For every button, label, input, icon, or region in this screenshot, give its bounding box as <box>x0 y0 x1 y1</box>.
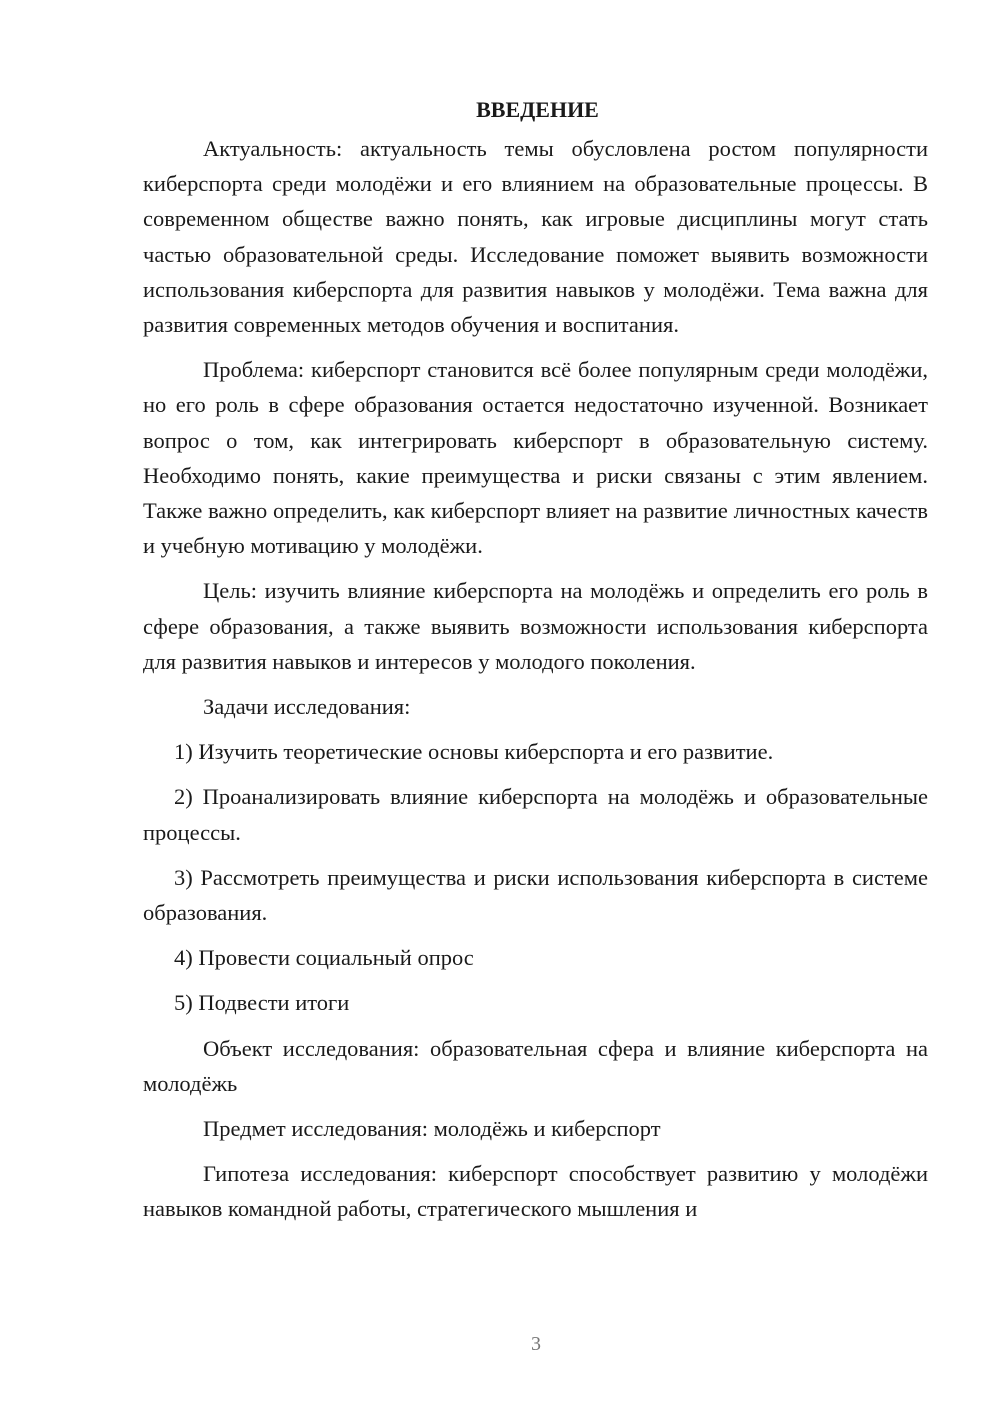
task-item: 5) Подвести итоги <box>174 990 350 1016</box>
tasks-title: Задачи исследования: <box>203 694 411 720</box>
task-item: 4) Провести социальный опрос <box>174 945 474 971</box>
object-paragraph: Объект исследования: образовательная сфера и влияние киберспорта на молодёжь <box>143 1035 928 1096</box>
hypothesis-paragraph: Гипотеза исследования: киберспорт способствует развитию у молодёжи навыков командной работы, стратегического мышления и <box>143 1161 928 1222</box>
problem-paragraph: Проблема: киберспорт становится всё более популярным среди молодёжи, но его роль в сфере образования остается недостаточно изученной. Возникает вопрос о том, как интегрировать киберспорт в образовательную систему. Необходимо понять, какие преимущества и риски связаны с этим явлением. Также важно определить, как киберспорт влияет на развитие личностных качеств и учебную мотивацию у молодёжи. <box>143 357 928 559</box>
task-item: 1) Изучить теоретические основы киберспорта и его развитие. <box>174 739 774 765</box>
relevance-paragraph: Актуальность: актуальность темы обусловлена ростом популярности киберспорта среди молодёжи и его влиянием на образовательные процессы. В современном обществе важно понять, как игровые дисциплины могут стать частью образовательной среды. Исследование поможет выявить возможности использования киберспорта для развития навыков у молодёжи. Тема важна для развития современных методов обучения и воспитания. <box>143 136 928 338</box>
page-number: 3 <box>531 1333 541 1355</box>
page-content <box>143 92 928 1237</box>
goal-paragraph: Цель: изучить влияние киберспорта на молодёжь и определить его роль в сфере образования, а также выявить возможности использования киберспорта для развития навыков и интересов у молодого поколения. <box>143 578 928 674</box>
task-item: 2) Проанализировать влияние киберспорта на молодёжь и образовательные процессы. <box>143 784 928 845</box>
section-heading: ВВЕДЕНИЕ <box>476 97 599 122</box>
task-item: 3) Рассмотреть преимущества и риски использования киберспорта в системе образования. <box>143 864 928 926</box>
subject-paragraph: Предмет исследования: молодёжь и киберспорт <box>203 1116 661 1142</box>
